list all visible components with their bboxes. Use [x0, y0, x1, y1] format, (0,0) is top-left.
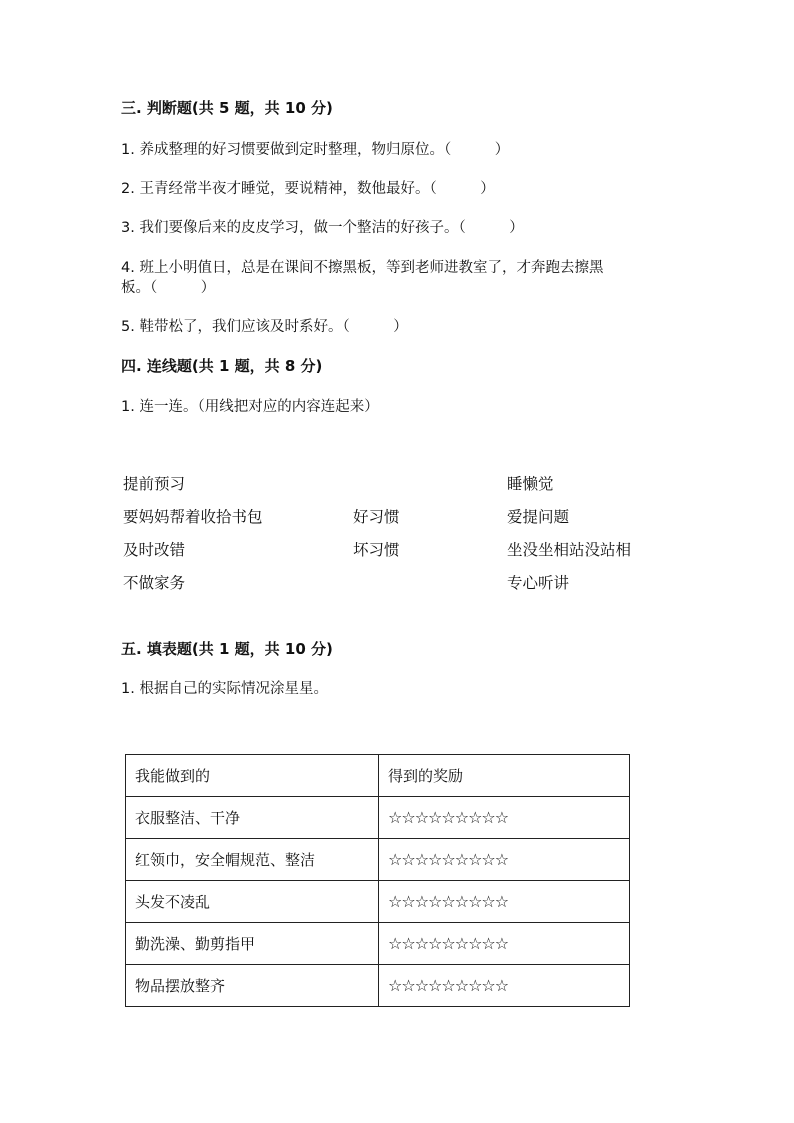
table-row: [126, 839, 630, 881]
fill-table-question: 1. 根据自己的实际情况涂星星。: [121, 681, 328, 697]
table-row: [126, 923, 630, 965]
habit-cell: 物品摆放整齐: [126, 965, 379, 1007]
section-4-heading: 四. 连线题(共 1 题，共 8 分): [121, 357, 323, 375]
habit-cell: 衣服整洁、干净: [126, 797, 379, 839]
section-3-heading: 三. 判断题(共 5 题，共 10 分): [121, 99, 333, 117]
match-right-item: 坐没坐相站没站相: [507, 541, 632, 559]
star-rating-cell[interactable]: ☆☆☆☆☆☆☆☆☆: [379, 923, 630, 965]
match-right-item: 专心听讲: [507, 574, 570, 592]
star-rating-cell[interactable]: ☆☆☆☆☆☆☆☆☆: [379, 839, 630, 881]
match-left-item: 要妈妈帮着收拾书包: [123, 508, 263, 526]
table-row: [126, 965, 630, 1007]
table-row: [126, 881, 630, 923]
match-right-item: 爱提问题: [507, 508, 570, 526]
match-right-item: 睡懒觉: [507, 475, 554, 493]
judge-question-4-line1: 4. 班上小明值日，总是在课间不擦黑板，等到老师进教室了，才奔跑去擦黑: [121, 260, 604, 276]
judge-question-4-line2: 板。（ ）: [121, 280, 216, 296]
table-header-cell: 我能做到的: [126, 755, 379, 797]
habit-cell: 红领巾，安全帽规范、整洁: [126, 839, 379, 881]
star-table: [125, 754, 630, 1007]
match-left-item: 及时改错: [123, 541, 186, 559]
table-row: [126, 797, 630, 839]
judge-question-2: 2. 王青经常半夜才睡觉，要说精神，数他最好。（ ）: [121, 181, 495, 197]
star-rating-cell[interactable]: ☆☆☆☆☆☆☆☆☆: [379, 797, 630, 839]
match-question: 1. 连一连。（用线把对应的内容连起来）: [121, 399, 379, 415]
match-middle-item: 好习惯: [353, 508, 400, 526]
habit-cell: 勤洗澡、勤剪指甲: [126, 923, 379, 965]
table-header-cell: 得到的奖励: [379, 755, 630, 797]
judge-question-5: 5. 鞋带松了，我们应该及时系好。（ ）: [121, 319, 408, 335]
match-left-item: 不做家务: [123, 574, 186, 592]
table-header-row: [126, 755, 630, 797]
star-rating-cell[interactable]: ☆☆☆☆☆☆☆☆☆: [379, 965, 630, 1007]
section-5-heading: 五. 填表题(共 1 题，共 10 分): [121, 640, 333, 658]
match-left-item: 提前预习: [123, 475, 186, 493]
star-rating-cell[interactable]: ☆☆☆☆☆☆☆☆☆: [379, 881, 630, 923]
judge-question-1: 1. 养成整理的好习惯要做到定时整理，物归原位。（ ）: [121, 142, 510, 158]
match-middle-item: 坏习惯: [353, 541, 400, 559]
judge-question-3: 3. 我们要像后来的皮皮学习，做一个整洁的好孩子。（ ）: [121, 220, 524, 236]
habit-cell: 头发不凌乱: [126, 881, 379, 923]
